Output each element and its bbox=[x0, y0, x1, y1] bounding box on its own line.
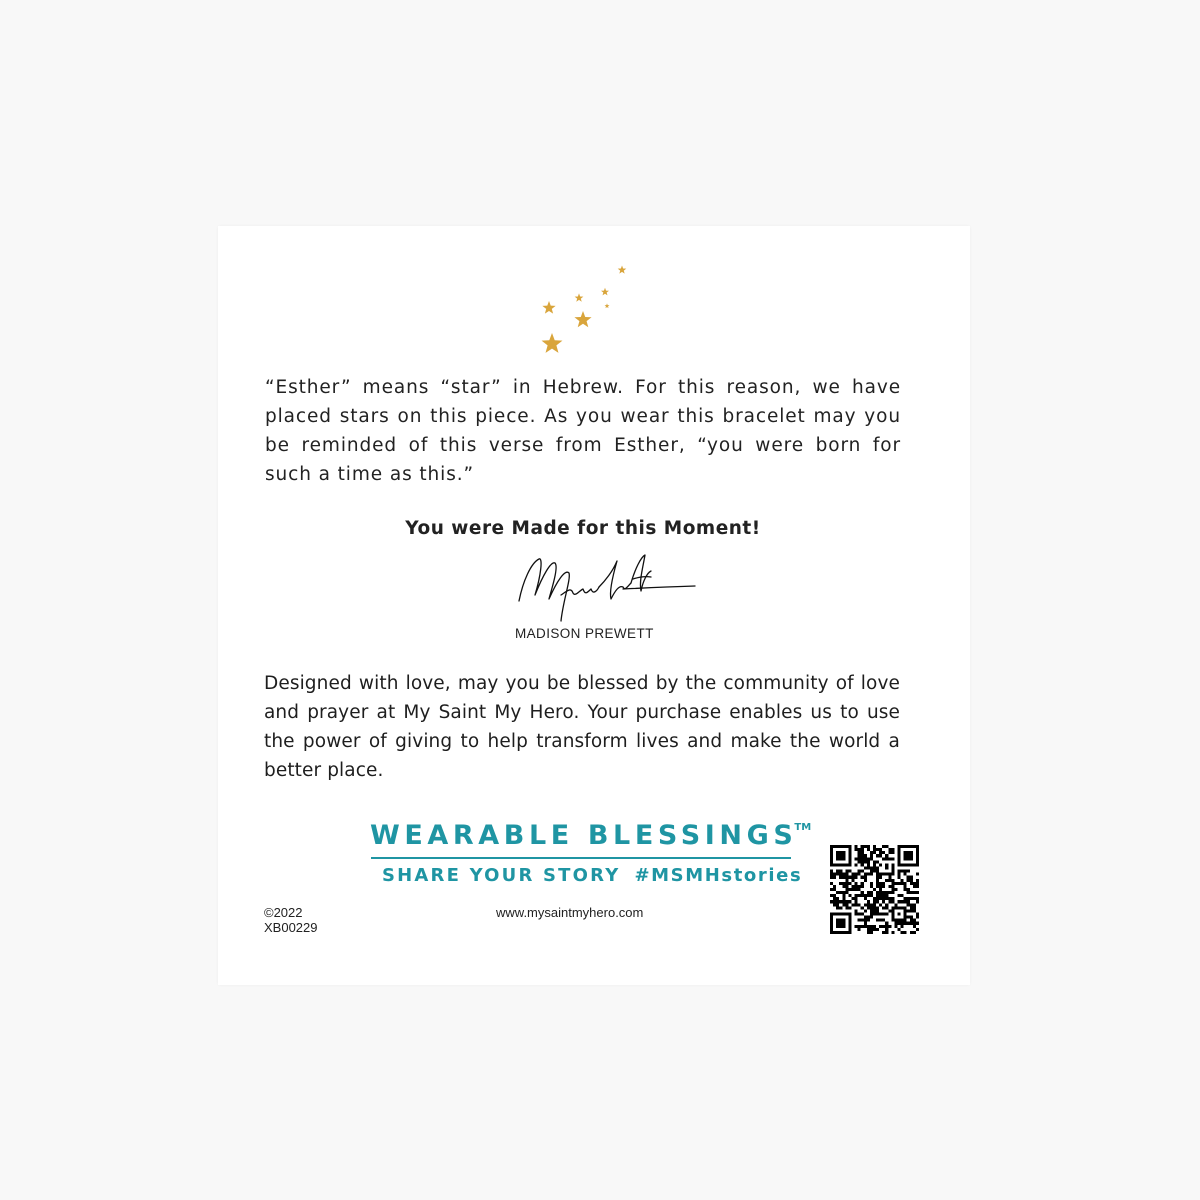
brand-title bbox=[370, 820, 811, 851]
star-shape bbox=[605, 303, 610, 308]
esther-verse-paragraph: “Esther” means “star” in Hebrew. For this reason, we have placed stars on this piece. As you wear this bracelet may you be reminded of this verse from Esther, “you were born for such a time as this.” bbox=[265, 377, 901, 485]
share-story-label: SHARE YOUR STORY bbox=[382, 865, 621, 886]
brand-title-text: WEARABLE BLESSINGS bbox=[370, 820, 798, 851]
star-shape bbox=[575, 293, 584, 301]
product-code: XB00229 bbox=[264, 920, 318, 935]
star-shape bbox=[542, 333, 563, 353]
website-link[interactable]: www.mysaintmyhero.com bbox=[496, 905, 644, 920]
star-shape bbox=[542, 301, 555, 314]
share-line bbox=[382, 865, 802, 886]
qr-code-icon[interactable] bbox=[830, 845, 919, 934]
signer-name: MADISON PREWETT bbox=[515, 626, 654, 641]
brand-divider bbox=[371, 857, 791, 859]
copyright-year: ©2022 bbox=[264, 905, 303, 920]
star-shape bbox=[574, 311, 591, 327]
trademark-symbol: TM bbox=[794, 822, 812, 833]
tagline: You were Made for this Moment! bbox=[405, 518, 761, 539]
star-shape bbox=[601, 288, 609, 296]
mission-paragraph: Designed with love, may you be blessed by the community of love and prayer at My Saint My Hero. Your purchase enables us to use the power of giving to help transform lives and make the world a better place. bbox=[264, 673, 900, 781]
gold-stars-icon bbox=[518, 256, 658, 366]
insert-card bbox=[218, 226, 970, 985]
signature-icon bbox=[513, 551, 698, 631]
hashtag: #MSMHstories bbox=[634, 865, 803, 886]
star-shape bbox=[618, 266, 627, 274]
copyright-block bbox=[264, 905, 318, 935]
